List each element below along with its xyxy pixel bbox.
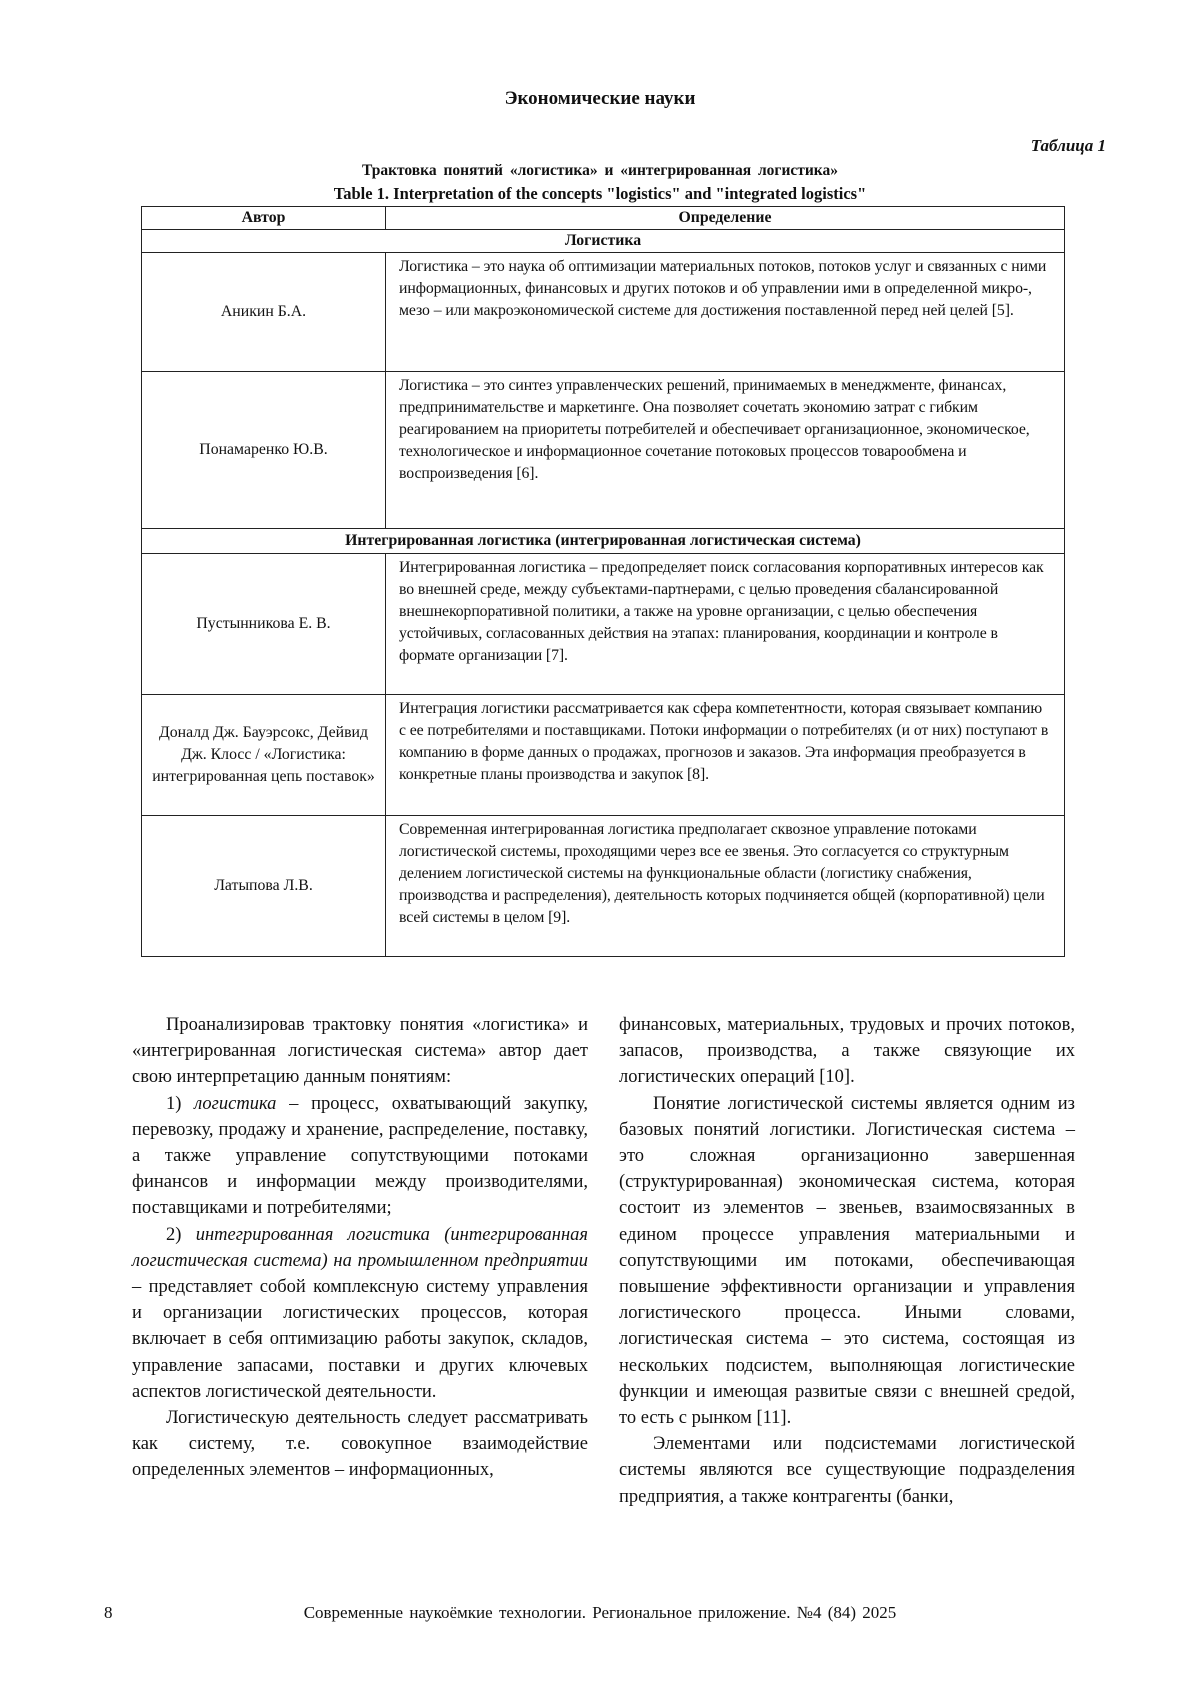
term-integrated-logistics: интегрированная логистика (интегрированная логистическая система) на промышленном предприятии [132, 1224, 588, 1271]
definition-text: – представляет собой комплексную систему управления и организации логистических процессов, которая включает в себя оптимизацию работы закупок, складов, управление запасами, поставки и других ключевых аспектов логистической деятельности. [132, 1277, 588, 1402]
table-row [142, 816, 1065, 957]
author-cell: Пустынникова Е. В. [142, 554, 386, 695]
definition-text: – процесс, охватывающий закупку, перевозку, продажу и хранение, распределение, поставку, а также управление сопутствующими потоками финансов и информации между производителями, поставщиками и потребителями; [132, 1093, 588, 1219]
table-header-row [142, 207, 1065, 230]
definition-integrated-logistics [132, 1222, 588, 1405]
paragraph: Проанализировав трактовку понятия «логистика» и «интегрированная логистическая система» автор дает свою интерпретацию данным понятиям: [132, 1015, 588, 1088]
table-number: Таблица 1 [1030, 136, 1106, 155]
table-row [142, 554, 1065, 695]
table-row [142, 372, 1065, 529]
item-number: 1) [166, 1093, 195, 1114]
group-row-logistics [142, 230, 1065, 253]
header-definition: Определение [386, 207, 1065, 230]
author-cell: Понамаренко Ю.В. [142, 372, 386, 529]
definitions-table [141, 206, 1065, 957]
page-number: 8 [104, 1603, 113, 1622]
header-author: Автор [142, 207, 386, 230]
definition-cell: Современная интегрированная логистика предполагает сквозное управление потоками логистической системы, проходящими через все ее звенья. Это согласуется со структурным делением логистической системы на функциональные области (логистику снабжения, производства и распределения), деятельность которых подчиняется общей (корпоративной) цели всей системы в целом [9]. [386, 816, 1065, 957]
definition-cell: Интеграция логистики рассматривается как сфера компетентности, которая связывает компанию с ее потребителями и поставщиками. Потоки информации о потребителях (и от них) поступают в компанию в форме данных о продажах, прогнозов и заказов. Эта информация преобразуется в конкретные планы производства и закупок [8]. [386, 695, 1065, 816]
definition-cell: Логистика – это синтез управленческих решений, принимаемых в менеджменте, финансах, предпринимательстве и маркетинге. Она позволяет сочетать экономию затрат с гибким реагированием на приоритеты потребителей и обеспечивает организационное, экономическое, технологическое и информационное сочетание потоковых процессов товарообмена и воспроизведения [6]. [386, 372, 1065, 529]
definition-logistics [132, 1091, 588, 1222]
journal-title: Современные наукоёмкие технологии. Региональное приложение. №4 (84) 2025 [303, 1603, 897, 1622]
table-row [142, 253, 1065, 372]
author-cell: Доналд Дж. Бауэрсокс, Дейвид Дж. Клосс / «Логистика: интегрированная цепь поставок» [142, 695, 386, 816]
paragraph: финансовых, материальных, трудовых и прочих потоков, запасов, производства, а также связующие их логистических операций [10]. [619, 1015, 1075, 1088]
item-number: 2) [166, 1224, 196, 1245]
group-row-integrated [142, 529, 1065, 554]
term-logistics: логистика [194, 1093, 277, 1114]
group-heading-logistics: Логистика [142, 230, 1065, 253]
table-row [142, 695, 1065, 816]
paragraph: Элементами или подсистемами логистической системы являются все существующие подразделения предприятия, а также контрагенты (банки, [619, 1434, 1075, 1507]
table-caption-en: Table 1. Interpretation of the concepts "logistics" and "integrated logistics" [333, 184, 867, 203]
section-title: Экономические науки [504, 88, 696, 109]
paragraph: Логистическую деятельность следует рассматривать как систему, т.е. совокупное взаимодействие определенных элементов – информационных, [132, 1408, 588, 1481]
author-cell: Латыпова Л.В. [142, 816, 386, 957]
table-caption-ru: Трактовка понятий «логистика» и «интегрированная логистика» [361, 162, 839, 179]
definition-cell: Интегрированная логистика – предопределяет поиск согласования корпоративных интересов как во внешней среде, между субъектами-партнерами, с целью проведения сбалансированной внешнекорпоративной политики, а также на уровне организации, с целью обеспечения устойчивых, согласованных действия на этапах: планирования, координации и контроле в формате организации [7]. [386, 554, 1065, 695]
author-cell: Аникин Б.А. [142, 253, 386, 372]
paragraph: Понятие логистической системы является одним из базовых понятий логистики. Логистическая система – это сложная организационно завершенная (структурированная) экономическая система, которая состоит из элементов – звеньев, взаимосвязанных в едином процессе управления материальными и сопутствующими им потоками, обеспечивающая повышение эффективности организации и управления логистического процесса. Иными словами, логистическая система – это система, состоящая из нескольких подсистем, выполняющая логистические функции и имеющая развитые связи с внешней средой, то есть с рынком [11]. [619, 1093, 1075, 1429]
left-column [132, 1012, 588, 1484]
definition-cell: Логистика – это наука об оптимизации материальных потоков, потоков услуг и связанных с ними информационных, финансовых и других потоков и об управлении ими в определенной микро-, мезо – или макроэкономической системе для достижения поставленной перед ней целей [5]. [386, 253, 1065, 372]
right-column [619, 1012, 1075, 1510]
group-heading-integrated: Интегрированная логистика (интегрированная логистическая система) [142, 529, 1065, 554]
